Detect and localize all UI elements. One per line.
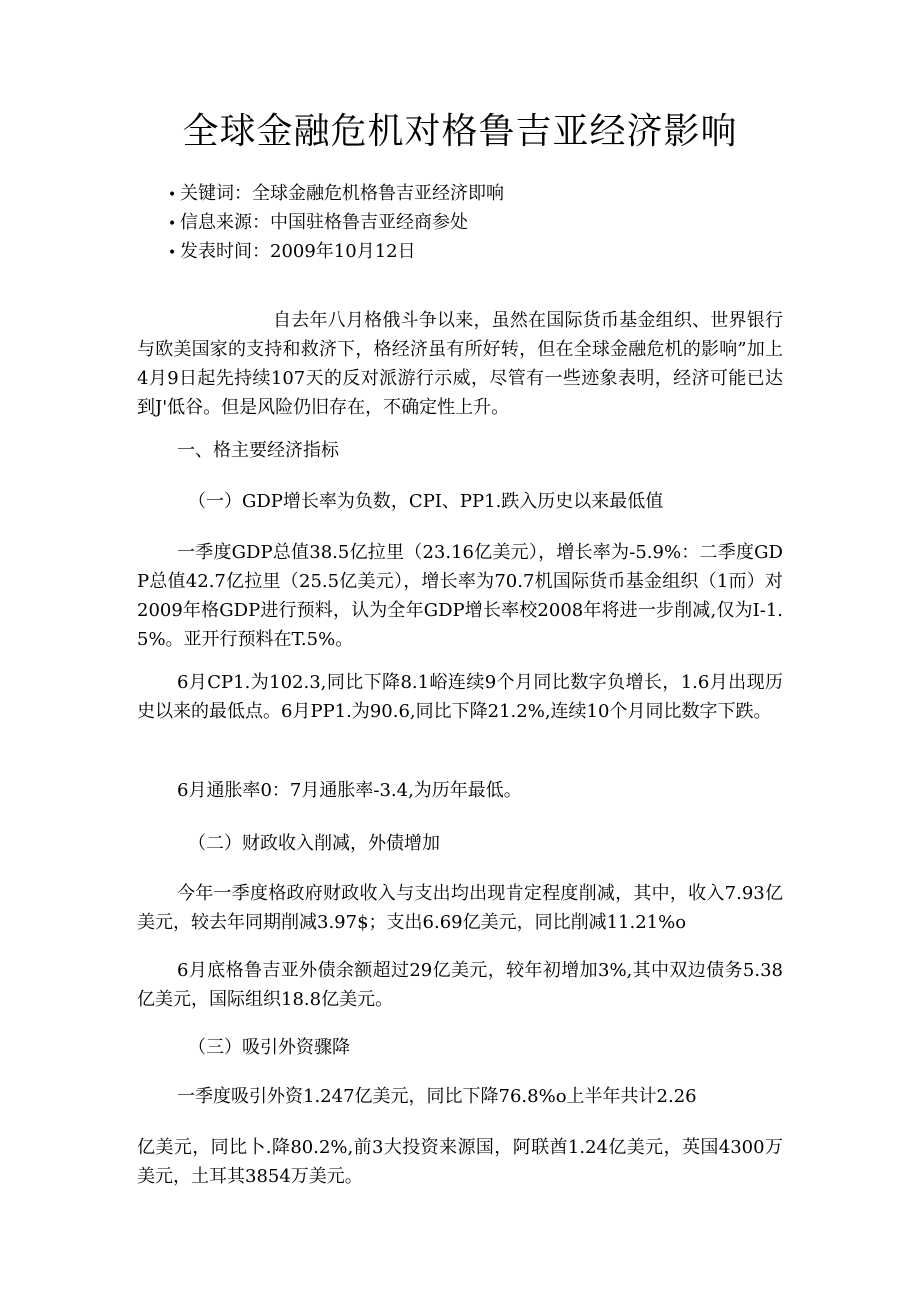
- section-heading: 一、格主要经济指标: [177, 440, 339, 461]
- bullet-icon: •: [168, 187, 177, 203]
- meta-source-text: 信息来源：中国驻格鲁吉亚经商参处: [180, 212, 468, 233]
- meta-source: [168, 209, 504, 238]
- cpi-paragraph: 6月CP1.为102.3,同比下降8.1峪连续9个月同比数字负增长，1.6月出现历史以来的最低点。6月PP1.为90.6,同比下降21.2%,连续10个月同比数字下跌。: [137, 672, 783, 722]
- subsection-heading-1: （一）GDP增长率为负数，CPI、PP1.跌入历史以来最低值: [188, 491, 664, 512]
- subsection-heading-2: （二）财政收入削减，外债增加: [188, 833, 440, 854]
- bullet-icon: •: [168, 245, 177, 261]
- bullet-icon: •: [168, 216, 177, 232]
- meta-date: [168, 238, 504, 267]
- meta-keywords: [168, 180, 504, 209]
- fdi-paragraph-1: 一季度吸引外资1.247亿美元，同比下降76.8%o上半年共计2.26: [177, 1086, 697, 1107]
- intro-paragraph: 自去年八月格俄斗争以来，虽然在国际货币基金组织、世界银行与欧美国家的支持和救济下，格经济虽有所好转，但在全球金融危机的影响”加上4月9日起先持续107天的反对派游行示威，尽管有一些迹象表明，经济可能已达到J'低谷。但是风险仍旧存在，不确定性上升。: [137, 310, 783, 418]
- fdi-paragraph-2: 亿美元，同比卜.降80.2%,前3大投资来源国，阿联酋1.24亿美元，英国4300万美元，土耳其3854万美元。: [137, 1137, 783, 1187]
- meta-list: [168, 180, 504, 267]
- gdp-paragraph: 一季度GDP总值38.5亿拉里（23.16亿美元），增长率为-5.9%：二季度GDP总值42.7亿拉里（25.5亿美元），增长率为70.7机国际货币基金组织（1而）对2009年格GDP进行预料，认为全年GDP增长率校2008年将进一步削减,仅为I-1.5%。亚开行预料在T.5%。: [137, 542, 783, 650]
- inflation-paragraph: 6月通胀率0：7月通胀率-3.4,为历年最低。: [177, 780, 522, 801]
- fiscal-paragraph: 今年一季度格政府财政收入与支出均出现肯定程度削减，其中，收入7.93亿美元，较去年同期削减3.97$；支出6.69亿美元，同比削减11.21%o: [137, 883, 783, 933]
- subsection-heading-3: （三）吸引外资骤降: [188, 1037, 350, 1058]
- debt-paragraph: 6月底格鲁吉亚外债余额超过29亿美元，较年初增加3%,其中双边债务5.38亿美元，国际组织18.8亿美元。: [137, 960, 783, 1010]
- document-title: 全球金融危机对格鲁吉亚经济影响: [182, 111, 738, 152]
- meta-keywords-text: 关键词：全球金融危机格鲁吉亚经济即响: [180, 183, 504, 204]
- meta-date-text: 发表时间：2009年10月12日: [180, 241, 416, 262]
